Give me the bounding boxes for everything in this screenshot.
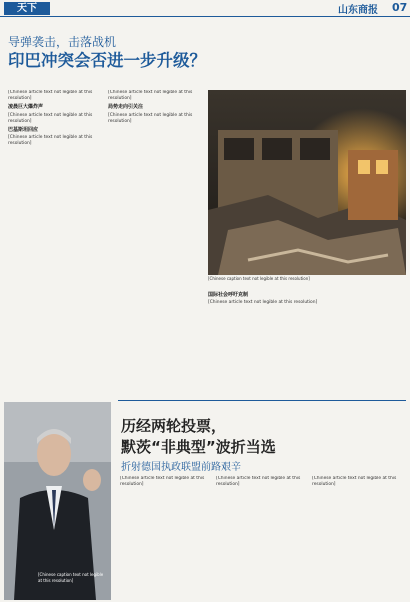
story1-middle-body-2: [Chinese article text not legible at this resolution] (108, 112, 193, 124)
masthead (0, 0, 410, 16)
section-tab: 天下 (4, 2, 50, 15)
story1-middle-subhead: 局势走向引关注 (108, 104, 144, 111)
story1-middle-body-1: [Chinese article text not legible at this resolution] (108, 90, 193, 102)
story1-kicker: 导弹袭击，击落战机 (8, 35, 117, 49)
story2-headline-line2: 默茨“非典型”波折当选 (121, 438, 276, 456)
story1-column-middle (108, 90, 204, 400)
story2-col-b-text: [Chinese article text not legible at this resolution] (216, 476, 301, 488)
photo-caption: [Chinese caption text not legible at this resolution] (208, 276, 310, 281)
story2-rule (118, 400, 406, 401)
story2-col-a-text: [Chinese article text not legible at this resolution] (120, 476, 205, 488)
story2-col-c-text: [Chinese article text not legible at this resolution] (312, 476, 397, 488)
story2-column-a (120, 476, 212, 598)
chancellor-photo-caption: [Chinese caption text not legible at this resolution] (38, 572, 104, 583)
story1-intro: [Chinese article text not legible at this resolution] (8, 90, 93, 102)
chancellor-photo (4, 402, 111, 600)
story2-kicker: 折射德国执政联盟前路艰辛 (121, 462, 241, 473)
explosion-damage-illustration (208, 90, 406, 275)
story1-headline: 印巴冲突会否进一步升级？ (8, 51, 206, 70)
page-number: 07 (392, 1, 408, 14)
story1-right-body: [Chinese article text not legible at this resolution] (208, 300, 318, 306)
story1-subhead-1: 凌晨巨大爆炸声 (8, 104, 44, 111)
masthead-rule (0, 16, 410, 17)
chancellor-illustration (4, 402, 111, 600)
paper-name: 山东商报 (338, 5, 378, 16)
story2-column-c (312, 476, 406, 598)
story1-column-left (8, 90, 104, 400)
explosion-damage-photo (208, 90, 406, 275)
story1-body-1: [Chinese article text not legible at this resolution] (8, 112, 93, 124)
story1-body-2: [Chinese article text not legible at this resolution] (8, 135, 93, 147)
story1-right-subhead: 国际社会呼吁克制 (208, 292, 249, 298)
story2-column-b (216, 476, 308, 598)
story2-headline-line1: 历经两轮投票， (121, 417, 227, 435)
story1-column-right (208, 290, 406, 398)
story1-subhead-2: 巴基斯坦回应 (8, 127, 39, 134)
